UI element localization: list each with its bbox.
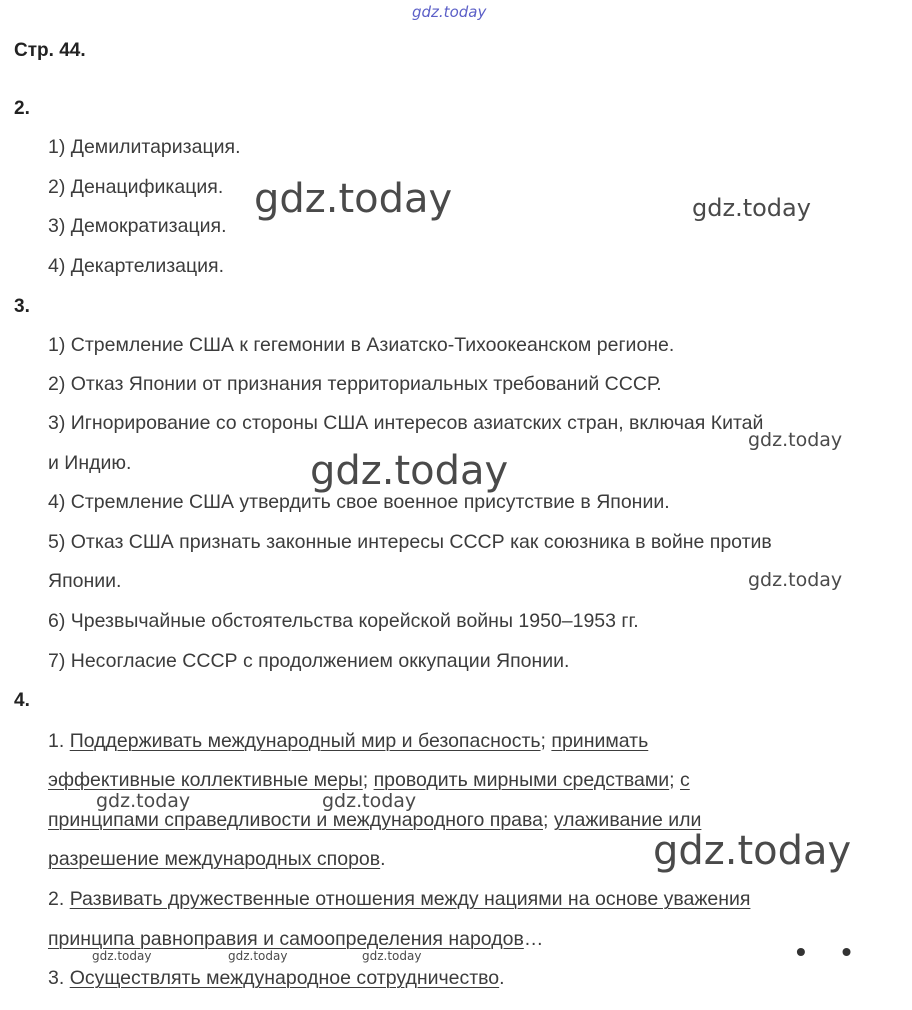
s3-line-1: 1) Стремление США к гегемонии в Азиатско-Тихоокеанском регионе. [48,334,675,356]
s4-p1-line-2 [48,768,690,792]
s4-p1-phrase-2: принимать [551,730,649,752]
watermark-tiny-1: gdz.today [92,949,152,963]
watermark-large-1: gdz.today [254,176,453,222]
s4-p1-phrase-6: принципами справедливости и международного права [48,809,543,831]
s4-p2-phrase-1: Развивать дружественные отношения между нациями на основе уважения [69,888,751,910]
watermark-small-1: gdz.today [748,429,843,451]
s4-p1-end: . [380,848,386,870]
s2-item-2: 2) Денацификация. [48,176,224,198]
watermark-top: gdz.today [412,3,487,21]
s4-p3-phrase-1: Осуществлять международное сотрудничество [69,967,500,989]
s4-p1-phrase-8: разрешение международных споров [48,848,381,870]
s4-p3-prefix: 3. [48,967,70,989]
s4-p1-phrase-5: с [680,769,690,791]
watermark-tiny-2: gdz.today [228,949,288,963]
s4-p1-sep-3: ; [669,769,681,791]
section-4-number: 4. [14,690,30,711]
s3-line-6: 5) Отказ США признать законные интересы СССР как союзника в войне против [48,531,772,553]
s2-item-1: 1) Демилитаризация. [48,136,241,158]
s4-p1-phrase-3: эффективные коллективные меры [48,769,363,791]
watermark-large-3: gdz.today [653,828,852,874]
s2-item-4: 4) Декартелизация. [48,255,225,277]
s2-item-3: 3) Демократизация. [48,215,227,237]
section-2-number: 2. [14,98,30,119]
watermark-medium-1: gdz.today [692,194,811,222]
s3-line-2: 2) Отказ Японии от признания территориальных требований СССР. [48,373,662,395]
watermark-small-3: gdz.today [96,790,191,812]
s3-line-4: и Индию. [48,452,132,474]
section-3-number: 3. [14,296,30,317]
s4-p1-sep-1: ; [540,730,552,752]
s4-p1-line-1 [48,729,648,753]
watermark-large-2: gdz.today [310,448,509,494]
page-heading: Стр. 44. [14,40,86,61]
watermark-tiny-3: gdz.today [362,949,422,963]
s4-p1-phrase-1: Поддерживать международный мир и безопасность [69,730,541,752]
s4-p1-sep-2: ; [362,769,374,791]
s3-line-5: 4) Стремление США утвердить свое военное присутствие в Японии. [48,491,670,513]
s3-line-9: 7) Несогласие СССР с продолжением оккупации Японии. [48,650,570,672]
s4-p3-line-1 [48,966,505,990]
s4-p2-line-1 [48,887,750,911]
trailing-marks: • • [796,936,866,967]
s3-line-8: 6) Чрезвычайные обстоятельства корейской войны 1950–1953 гг. [48,610,639,632]
s4-p1-prefix: 1. [48,730,70,752]
s4-p1-sep-4: ; [543,809,554,831]
watermark-small-2: gdz.today [748,569,843,591]
s3-line-3: 3) Игнорирование со стороны США интересов азиатских стран, включая Китай [48,412,764,434]
s4-p2-line-2 [48,927,543,951]
s4-p2-phrase-2: принципа равноправия и самоопределения народов [48,928,524,950]
s4-p3-end: . [499,967,505,989]
s3-line-7: Японии. [48,570,122,592]
s4-p2-prefix: 2. [48,888,70,910]
watermark-small-4: gdz.today [322,790,417,812]
s4-p1-phrase-7: улаживание или [553,809,702,831]
s4-p2-end: … [523,928,544,950]
s4-p1-phrase-4: проводить мирными средствами [373,769,670,791]
s4-p1-line-4 [48,847,386,871]
